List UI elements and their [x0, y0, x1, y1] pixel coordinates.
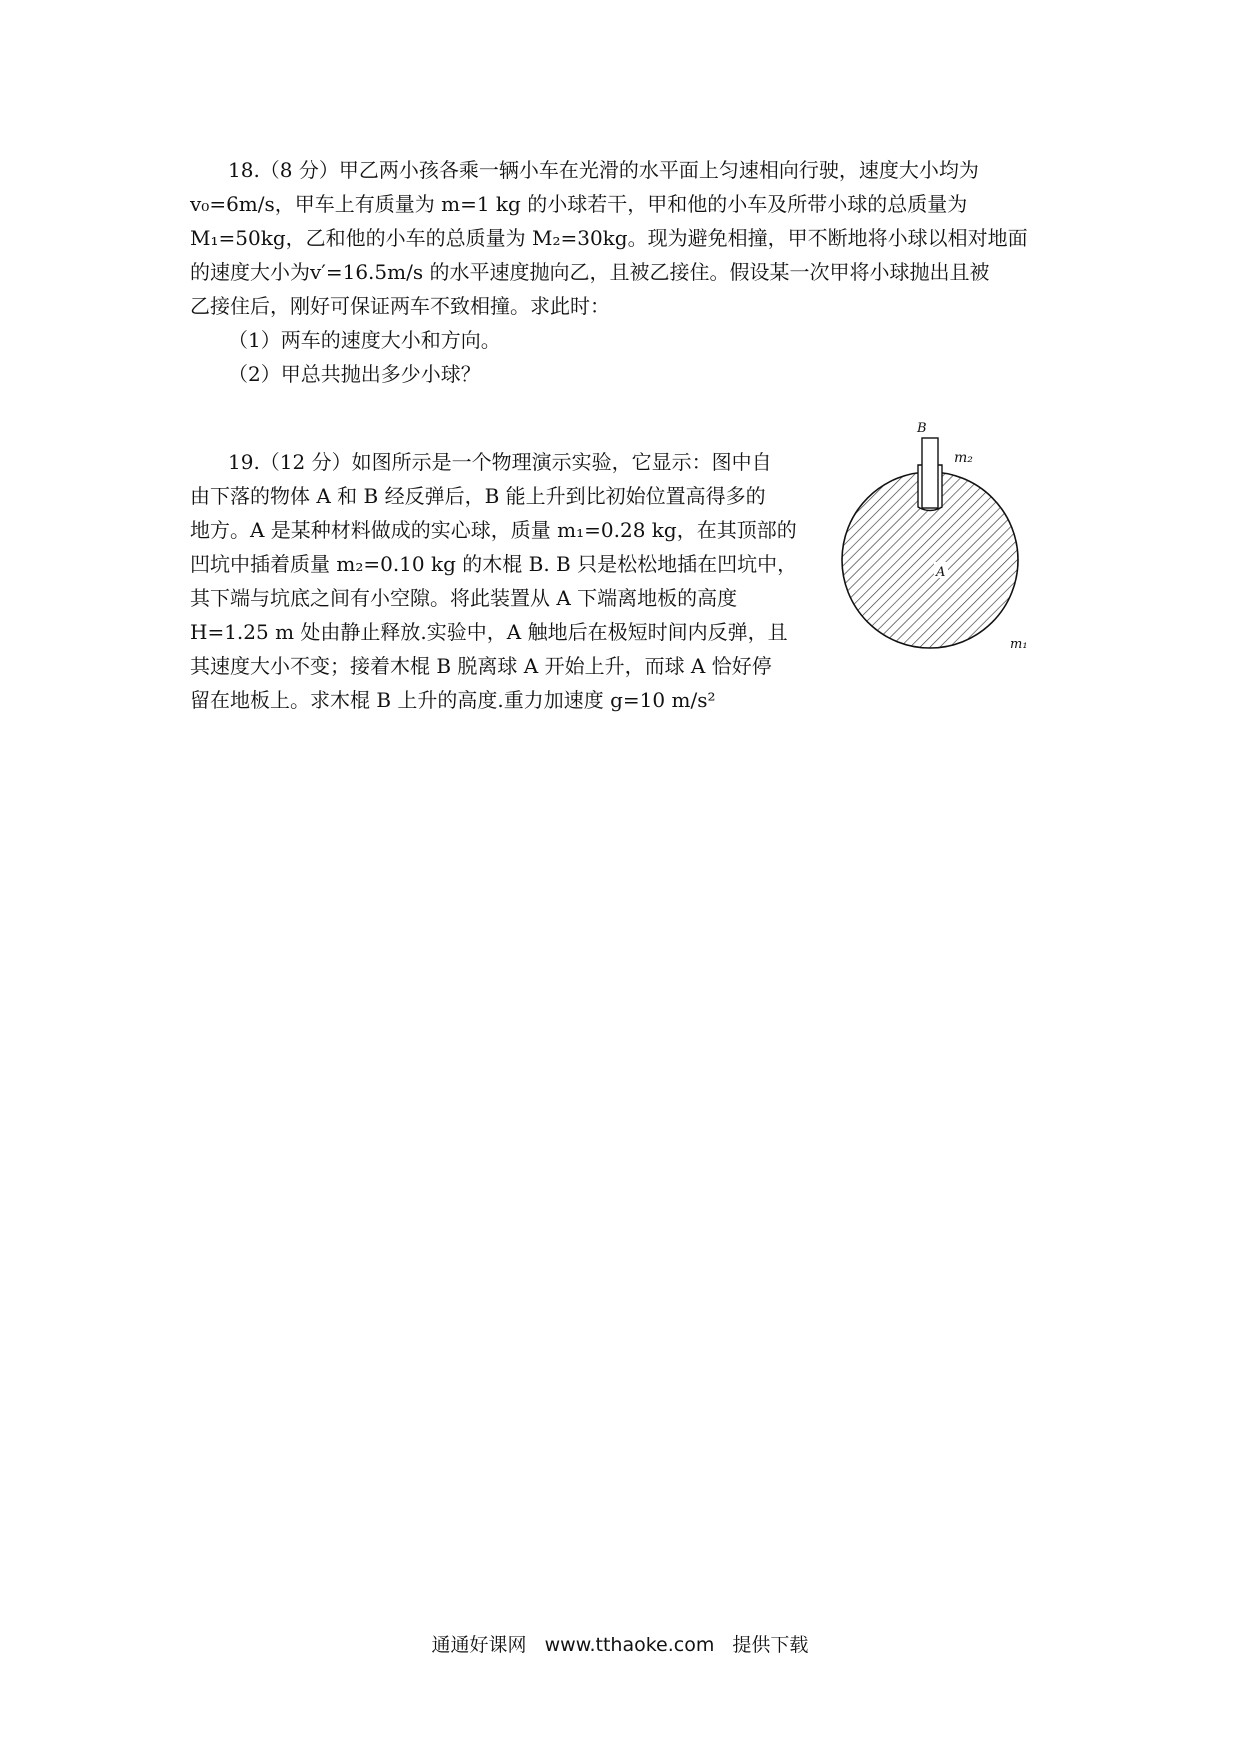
problem-19: [190, 445, 810, 717]
problem-19-line: 地方。A 是某种材料做成的实心球，质量 m₁=0.28 kg，在其顶部的: [190, 518, 797, 542]
problem-18-question-2: （2）甲总共抛出多少小球？: [228, 362, 481, 386]
label-b: B: [917, 421, 927, 436]
problem-18-line: 乙接住后，刚好可保证两车不致相撞。求此时：: [190, 294, 610, 318]
problem-18-line: 的速度大小为v′=16.5m/s 的水平速度抛向乙，且被乙接住。假设某一次甲将小球抛出且被: [190, 260, 990, 284]
problem-18-line: M₁=50kg，乙和他的小车的总质量为 M₂=30kg。现为避免相撞，甲不断地将小球以相对地面: [190, 226, 1028, 250]
problem-19-line: 其下端与坑底之间有小空隙。将此装置从 A 下端离地板的高度: [190, 586, 738, 610]
problem-18-question-1: （1）两车的速度大小和方向。: [228, 328, 501, 352]
page-footer: [0, 1630, 1240, 1657]
ball-and-stick-diagram: [830, 410, 1050, 660]
problem-19-line: 凹坑中插着质量 m₂=0.10 kg 的木棍 B. B 只是松松地插在凹坑中，: [190, 552, 798, 576]
label-m1: m₁: [1010, 637, 1028, 652]
label-a: A: [936, 565, 946, 580]
footer-site-name: 通通好课网: [431, 1634, 527, 1656]
problem-19-line: 19.（12 分）如图所示是一个物理演示实验，它显示：图中自: [228, 450, 772, 474]
footer-url: www.tthaoke.com: [544, 1634, 715, 1656]
problem-18-line: 18.（8 分）甲乙两小孩各乘一辆小车在光滑的水平面上匀速相向行驶，速度大小均为: [228, 158, 979, 182]
label-m2: m₂: [954, 450, 973, 466]
problem-19-line: 其速度大小不变；接着木棍 B 脱离球 A 开始上升，而球 A 恰好停: [190, 654, 772, 678]
problem-18: [190, 153, 1060, 391]
problem-19-line: H=1.25 m 处由静止释放.实验中，A 触地后在极短时间内反弹，且: [190, 620, 788, 644]
problem-19-line: 留在地板上。求木棍 B 上升的高度.重力加速度 g=10 m/s²: [190, 688, 716, 712]
problem-19-line: 由下落的物体 A 和 B 经反弹后，B 能上升到比初始位置高得多的: [190, 484, 766, 508]
footer-note: 提供下载: [732, 1634, 809, 1656]
stick-b: [922, 438, 938, 508]
problem-18-line: v₀=6m/s，甲车上有质量为 m=1 kg 的小球若干，甲和他的小车及所带小球的总质量为: [190, 192, 968, 216]
